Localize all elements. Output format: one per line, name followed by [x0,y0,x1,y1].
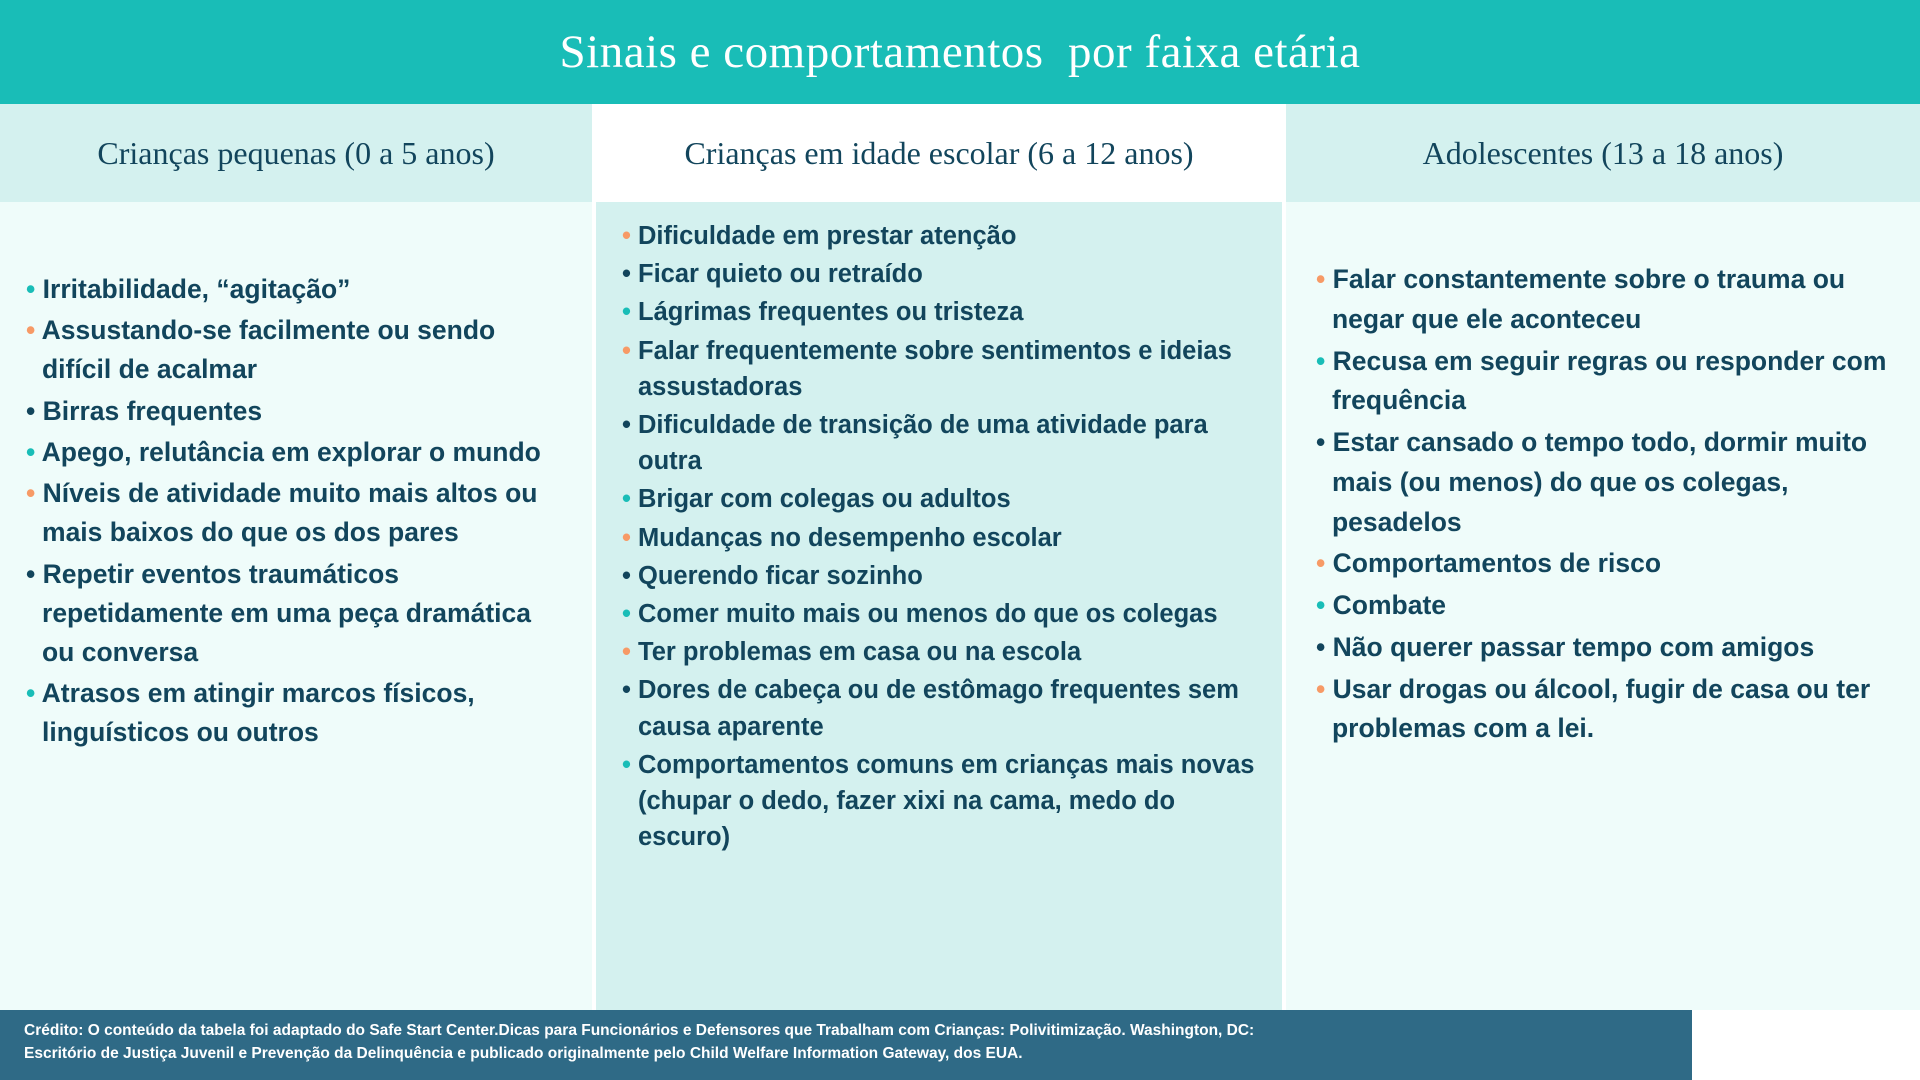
list-item-label: Níveis de atividade muito mais altos ou mais baixos do que os dos pares [42,478,538,548]
list-item [26,270,566,309]
column-header-young-children: Crianças pequenas (0 a 5 anos) [0,104,592,202]
column-body-teens [1286,202,1920,1010]
bullet-icon: • [622,638,639,667]
list-item-label: Brigar com colegas ou adultos [638,485,1011,514]
bullet-icon: • [622,336,639,365]
list-item [622,634,1256,670]
list-young-children [26,270,566,753]
bullet-icon: • [1316,264,1333,294]
bullet-icon: • [622,750,639,779]
bullet-icon: • [1316,673,1333,704]
list-item [622,596,1256,632]
bullet-icon: • [622,260,639,289]
list-item-label: Comportamentos comuns em crianças mais novas (chupar o dedo, fazer xixi na cama, medo do escuro) [638,750,1255,852]
list-item-label: Irritabilidade, “agitação” [42,274,351,304]
list-item-label: Ter problemas em casa ou na escola [638,638,1082,667]
list-item [1316,342,1890,422]
bullet-icon: • [622,298,639,327]
bullet-icon: • [26,395,43,426]
bullet-icon: • [26,558,43,589]
list-item [622,481,1256,517]
bullet-icon: • [622,600,639,629]
credit-bar [0,1010,1692,1080]
bullet-icon: • [622,676,639,705]
list-item [622,747,1256,856]
column-header-teens: Adolescentes (13 a 18 anos) [1286,104,1920,202]
list-item-label: Comer muito mais ou menos do que os colegas [638,600,1218,629]
table-header-row [0,104,1920,202]
list-item [622,672,1256,744]
list-item-label: Querendo ficar sozinho [638,561,923,590]
list-item [622,294,1256,330]
bullet-icon: • [26,678,42,709]
list-item [26,555,566,673]
list-item-label: Dores de cabeça ou de estômago frequentes sem causa aparente [638,676,1239,741]
bullet-icon: • [1316,427,1333,457]
list-item [622,333,1256,405]
bullet-icon: • [622,561,639,590]
column-header-school-age: Crianças em idade escolar (6 a 12 anos) [596,104,1282,202]
list-item [26,433,566,472]
list-item [1316,423,1890,542]
bullet-icon: • [1316,548,1333,579]
list-item-label: Combate [1332,590,1447,620]
list-item-label: Recusa em seguir regras ou responder com frequência [1332,345,1887,416]
bullet-icon: • [622,485,639,514]
list-item-label: Lágrimas frequentes ou tristeza [638,298,1024,327]
list-item [622,520,1256,556]
list-item [622,558,1256,594]
list-item [1316,260,1890,340]
list-item [622,256,1256,292]
list-item [1316,628,1890,668]
list-item-label: Dificuldade em prestar atenção [638,222,1017,250]
list-item-label: Birras frequentes [42,395,263,426]
bullet-icon: • [1316,345,1333,376]
list-item-label: Ficar quieto ou retraído [638,260,923,289]
list-teens [1316,260,1890,749]
bullet-icon: • [622,222,639,250]
list-item [26,674,566,752]
list-item [26,392,566,431]
list-item-label: Comportamentos de risco [1332,548,1662,579]
list-item-label: Falar constantemente sobre o trauma ou negar que ele aconteceu [1332,264,1846,334]
list-item-label: Falar frequentemente sobre sentimentos e ideias assustadoras [638,336,1232,401]
credit-line-2: Escritório de Justiça Juvenil e Prevenção da Delinquência e publicado originalmente pelo Child Welfare Information Gateway, dos EUA. [24,1044,1023,1062]
bullet-icon: • [26,478,43,509]
list-item-label: Repetir eventos traumáticos repetidamente em uma peça dramática ou conversa [42,558,531,667]
bullet-icon: • [1316,590,1333,620]
list-item [26,311,566,389]
list-item-label: Mudanças no desempenho escolar [638,523,1062,552]
list-item [622,218,1256,254]
bullet-icon: • [26,436,42,467]
list-item-label: Assustando-se facilmente ou sendo difícil de acalmar [41,315,496,385]
bullet-icon: • [26,315,42,346]
list-item-label: Atrasos em atingir marcos físicos, linguísticos ou outros [41,678,475,748]
list-item [622,407,1256,479]
page-title: Sinais e comportamentos por faixa etária [559,26,1361,78]
credit-line-1: Crédito: O conteúdo da tabela foi adaptado do Safe Start Center.Dicas para Funcionários e Defensores que Trabalham com Crianças: Polivitimização. Washington, DC: [24,1022,1255,1039]
column-body-young-children [0,202,592,1010]
bullet-icon: • [622,523,639,552]
list-item [1316,670,1890,750]
list-item-label: Apego, relutância em explorar o mundo [41,436,541,467]
list-item-label: Estar cansado o tempo todo, dormir muito mais (ou menos) do que os colegas, pesadelos [1332,427,1868,537]
table-body-row [0,202,1920,1010]
column-body-school-age [596,202,1282,1010]
slide-title-bar [0,0,1920,104]
list-item [1316,544,1890,584]
credit-bar-filler [1692,1010,1920,1080]
list-item [1316,586,1890,626]
list-item-label: Usar drogas ou álcool, fugir de casa ou ter problemas com a lei. [1332,673,1871,744]
list-school-age [622,218,1256,855]
list-item-label: Não querer passar tempo com amigos [1332,631,1815,662]
bullet-icon: • [622,411,639,440]
bullet-icon: • [26,274,43,304]
list-item-label: Dificuldade de transição de uma atividade para outra [638,411,1208,476]
bullet-icon: • [1316,631,1333,662]
list-item [26,474,566,552]
